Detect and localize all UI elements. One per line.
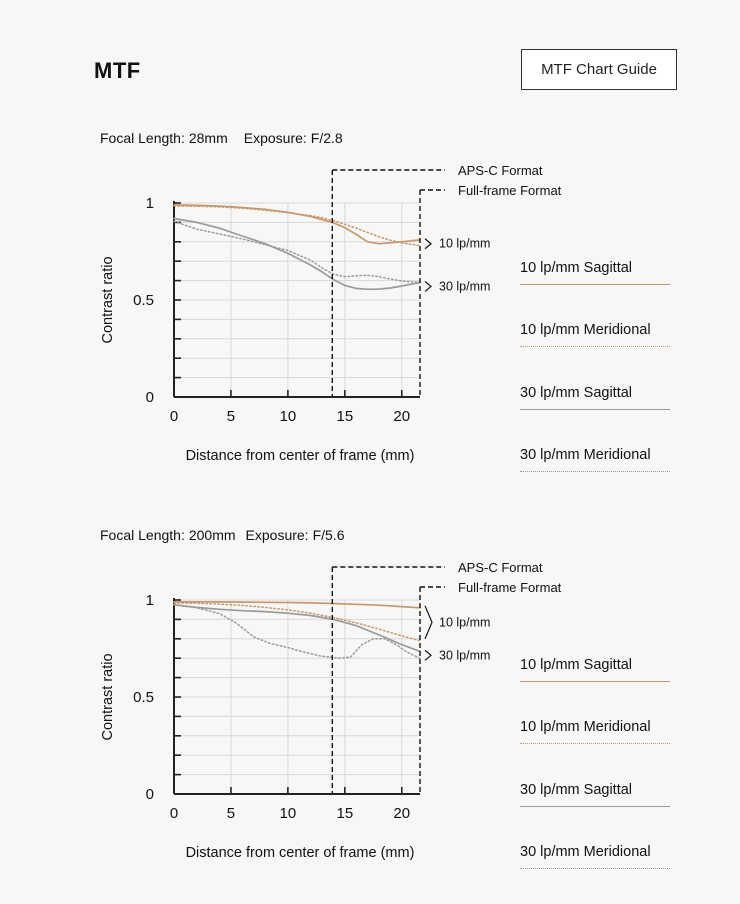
legend-label: 30 lp/mm Meridional — [520, 844, 651, 860]
mtf-chart-1 — [90, 130, 690, 490]
freq-30-bracket — [425, 281, 431, 291]
x-tick-label: 5 — [226, 408, 236, 425]
legend-label: 10 lp/mm Meridional — [520, 322, 651, 338]
mtf-chart-guide-button[interactable]: MTF Chart Guide — [521, 49, 677, 90]
focal-length-label: Focal Length: — [100, 130, 185, 146]
legend-label: 30 lp/mm Sagittal — [520, 385, 633, 401]
legend-item — [520, 844, 670, 869]
y-axis-label: Contrast ratio — [100, 653, 116, 741]
legend-line-solid-orange — [520, 681, 670, 682]
x-tick-label: 0 — [169, 408, 179, 425]
legend-label: 30 lp/mm Meridional — [520, 447, 651, 463]
legend-line-dotted-orange — [520, 346, 670, 347]
freq-10-label: 10 lp/mm — [439, 615, 491, 630]
legend-item — [520, 385, 670, 410]
series-line-30-lp-mm-sagittal — [174, 219, 420, 290]
x-tick-label: 10 — [279, 408, 297, 425]
legend-item — [520, 719, 670, 744]
exposure-value: F/5.6 — [312, 527, 345, 543]
legend-item — [520, 782, 670, 807]
x-tick-label: 5 — [226, 805, 236, 822]
page-title: MTF — [94, 58, 141, 83]
x-tick-label: 20 — [393, 408, 411, 425]
series-line-10-lp-mm-sagittal — [174, 602, 420, 608]
y-tick-label: 0.5 — [133, 689, 154, 706]
legend-line-solid-orange — [520, 284, 670, 285]
legend-item — [520, 657, 670, 682]
legend-line-dotted-gray — [520, 471, 670, 472]
grid — [174, 600, 420, 794]
legend-line-dotted-gray — [520, 868, 670, 869]
legend-label: 30 lp/mm Sagittal — [520, 782, 633, 798]
exposure-label: Exposure: — [243, 130, 307, 146]
series-line-30-lp-mm-meridional — [174, 605, 420, 658]
focal-length-label: Focal Length: — [100, 527, 185, 543]
y-tick-label: 1 — [145, 592, 154, 609]
fullframe-format-label: Full-frame Format — [458, 183, 562, 198]
y-tick-label: 1 — [145, 195, 154, 212]
y-tick-label: 0 — [145, 389, 154, 406]
focal-length-value: 200mm — [188, 527, 236, 543]
fullframe-format-label: Full-frame Format — [458, 580, 562, 595]
legend-label: 10 lp/mm Sagittal — [520, 657, 633, 673]
freq-30-label: 30 lp/mm — [439, 648, 491, 663]
freq-10-bracket — [425, 239, 431, 249]
mtf-plot — [90, 527, 690, 887]
legend-line-dotted-orange — [520, 743, 670, 744]
legend-item — [520, 260, 670, 285]
legend-line-solid-gray — [520, 806, 670, 807]
x-tick-label: 15 — [336, 805, 354, 822]
x-tick-label: 15 — [336, 408, 354, 425]
freq-30-label: 30 lp/mm — [439, 279, 491, 294]
legend-line-solid-gray — [520, 409, 670, 410]
y-tick-label: 0.5 — [133, 292, 154, 309]
apsc-format-label: APS-C Format — [458, 163, 543, 178]
series-line-30-lp-mm-meridional — [174, 221, 420, 282]
apsc-format-label: APS-C Format — [458, 560, 543, 575]
freq-10-label: 10 lp/mm — [439, 236, 491, 251]
x-tick-label: 0 — [169, 805, 179, 822]
legend-label: 10 lp/mm Meridional — [520, 719, 651, 735]
legend-item — [520, 447, 670, 472]
grid — [174, 203, 420, 397]
x-axis-label: Distance from center of frame (mm) — [185, 448, 415, 464]
exposure-value: F/2.8 — [310, 130, 343, 146]
y-axis-label: Contrast ratio — [100, 256, 116, 344]
freq-10-bracket — [425, 606, 432, 639]
mtf-chart-2 — [90, 527, 690, 887]
mtf-plot — [90, 130, 690, 490]
x-axis-label: Distance from center of frame (mm) — [185, 845, 415, 861]
x-tick-label: 20 — [393, 805, 411, 822]
legend-label: 10 lp/mm Sagittal — [520, 260, 633, 276]
legend-item — [520, 322, 670, 347]
y-tick-label: 0 — [145, 786, 154, 803]
freq-30-bracket — [425, 650, 431, 660]
x-tick-label: 10 — [279, 805, 297, 822]
focal-length-value: 28mm — [188, 130, 228, 146]
exposure-label: Exposure: — [245, 527, 309, 543]
